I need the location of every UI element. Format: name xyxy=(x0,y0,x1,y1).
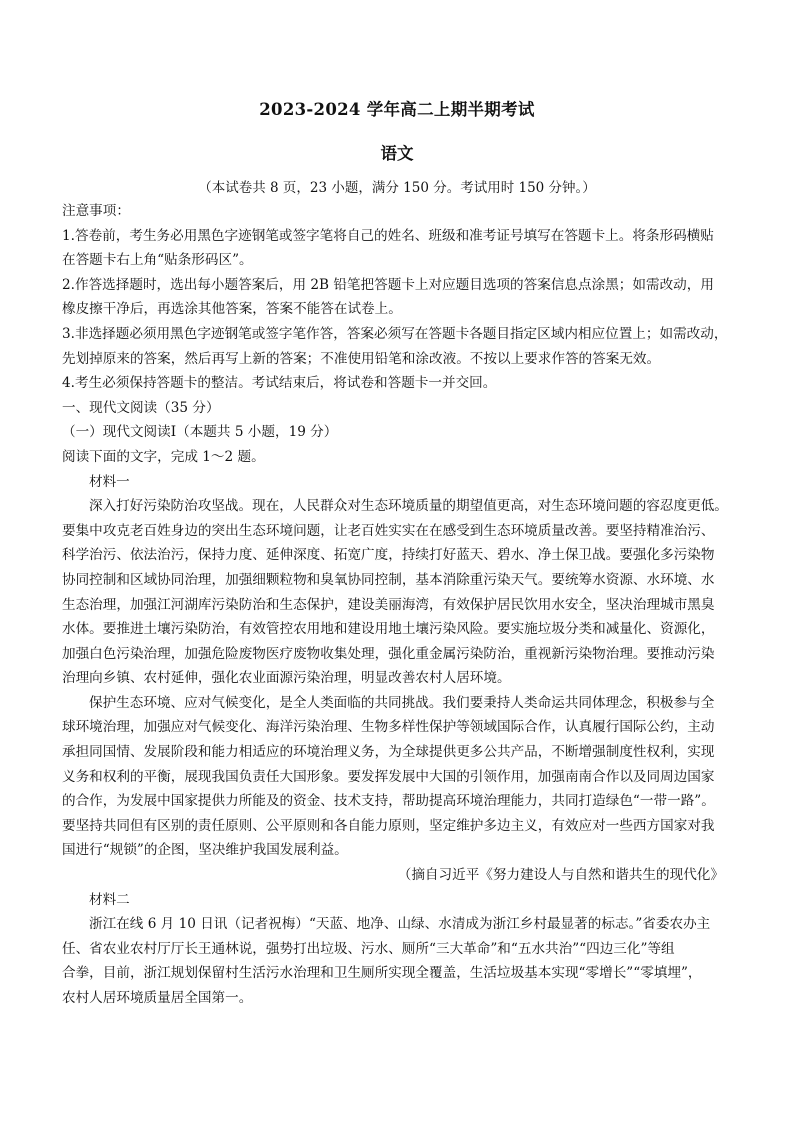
paragraph xyxy=(62,494,736,691)
paragraph-line: 的合作，为发展中国家提供力所能及的资金、技术支持，帮助提高环境治理能力，共同打造绿色“一带一路”。 xyxy=(62,793,715,810)
paragraph-line: 加强白色污染治理，加强危险废物医疗废物收集处理，强化重金属污染防治，重视新污染物治理。要推动污染 xyxy=(62,645,715,662)
section-subheading: （一）现代文阅读Ⅰ（本题共 5 小题，19 分） xyxy=(62,424,338,441)
exam-body xyxy=(62,199,736,1011)
paragraph-line: 水体。要推进土壤污染防治，有效管控农用地和建设用地土壤污染风险。要实施垃圾分类和减量化、资源化， xyxy=(62,621,715,638)
section-heading: 一、现代文阅读（35 分） xyxy=(62,399,220,416)
paragraph-line: 保护生态环境、应对气候变化，是全人类面临的共同挑战。我们要秉持人类命运共同体理念，积极参与全 xyxy=(89,694,715,711)
paragraph-line: 合拳，目前，浙江规划保留村生活污水治理和卫生厕所实现全覆盖，生活垃圾基本实现“零增长”“零填埋”， xyxy=(62,965,702,982)
reading-section xyxy=(62,396,736,470)
section-instruction: 阅读下面的文字，完成 1～2 题。 xyxy=(62,448,265,465)
paragraph xyxy=(62,912,736,1010)
paragraph-line: 深入打好污染防治攻坚战。现在，人民群众对生态环境质量的期望值更高，对生态环境问题的容忍度更低。 xyxy=(89,498,728,515)
material-source: （摘自习近平《努力建设人与自然和谐共生的现代化》 xyxy=(397,867,724,884)
paragraph xyxy=(62,691,736,863)
paragraph-line: 浙江在线 6 月 10 日讯（记者祝梅）“天蓝、地净、山绿、水清成为浙江乡村最显著的标志。”省委农办主 xyxy=(89,916,711,933)
notice-line: 先划掉原来的答案，然后再写上新的答案；不准使用铅笔和涂改液。不按以上要求作答的答案无效。 xyxy=(62,350,661,367)
paragraph-line: 农村人居环境质量居全国第一。 xyxy=(62,990,253,1006)
paragraph-line: 科学治污、依法治污，保持力度、延伸深度、拓宽广度，持续打好蓝天、碧水、净土保卫战。要强化多污染物 xyxy=(62,547,715,564)
paragraph-line: 球环境治理，加强应对气候变化、海洋污染治理、生物多样性保护等领域国际合作，认真履行国际公约，主动 xyxy=(62,719,715,736)
paragraph-line: 国进行“规锁”的企图，坚决维护我国发展利益。 xyxy=(62,842,348,859)
material-label: 材料二 xyxy=(89,891,130,908)
notice-line: 在答题卡右上角“贴条形码区”。 xyxy=(62,252,253,269)
notice-line: 2.作答选择题时，选出每小题答案后，用 2B 铅笔把答题卡上对应题目选项的答案信息点涂黑；如需改动，用 xyxy=(62,276,714,293)
paragraph-line: 义务和权利的平衡，展现我国负责任大国形象。要发挥发展中大国的引领作用，加强南南合作以及同周边国家 xyxy=(62,768,715,785)
exam-info: （本试卷共 8 页，23 小题，满分 150 分。考试用时 150 分钟。） xyxy=(198,180,596,196)
notice-section xyxy=(62,199,736,396)
subject-title: 语文 xyxy=(380,144,414,163)
paragraph-line: 生态治理，加强江河湖库污染防治和生态保护，建设美丽海湾，有效保护居民饮用水安全，坚决治理城市黑臭 xyxy=(62,596,715,613)
paragraph-line: 协同控制和区域协同治理，加强细颗粒物和臭氧协同控制，基本消除重污染天气。要统筹水资源、水环境、水 xyxy=(62,571,715,588)
material-two xyxy=(62,888,736,1011)
notice-line: 4.考生必须保持答题卡的整洁。考试结束后，将试卷和答题卡一并交回。 xyxy=(62,375,497,392)
paragraph-line: 要坚持共同但有区别的责任原则、公平原则和各自能力原则，坚定维护多边主义，有效应对一些西方国家对我 xyxy=(62,817,715,834)
paragraph-line: 要集中攻克老百姓身边的突出生态环境问题，让老百姓实实在在感受到生态环境质量改善。要坚持精准治污、 xyxy=(62,522,715,539)
material-label: 材料一 xyxy=(89,473,130,490)
notice-line: 橡皮擦干净后，再选涂其他答案，答案不能答在试卷上。 xyxy=(62,301,402,318)
material-one xyxy=(62,470,736,888)
notice-line: 1.答卷前，考生务必用黑色字迹钢笔或签字笔将自己的姓名、班级和准考证号填写在答题卡上。将条形码横贴 xyxy=(62,227,714,244)
paragraph-line: 任、省农业农村厅厅长王通林说，强势打出垃圾、污水、厕所“三大革命”和“五水共治”“四边三化”等组 xyxy=(62,940,675,957)
exam-title: 2023-2024 学年高二上期半期考试 xyxy=(259,100,535,119)
paragraph-line: 治理向乡镇、农村延伸，强化农业面源污染治理，明显改善农村人居环境。 xyxy=(62,670,511,687)
notice-line: 3.非选择题必须用黑色字迹钢笔或签字笔作答，答案必须写在答题卡各题目指定区域内相应位置上；如需改动， xyxy=(62,325,728,342)
paragraph-line: 承担同国情、发展阶段和能力相适应的环境治理义务，为全球提供更多公共产品，不断增强制度性权利，实现 xyxy=(62,744,715,761)
notice-heading: 注意事项： xyxy=(62,203,130,219)
